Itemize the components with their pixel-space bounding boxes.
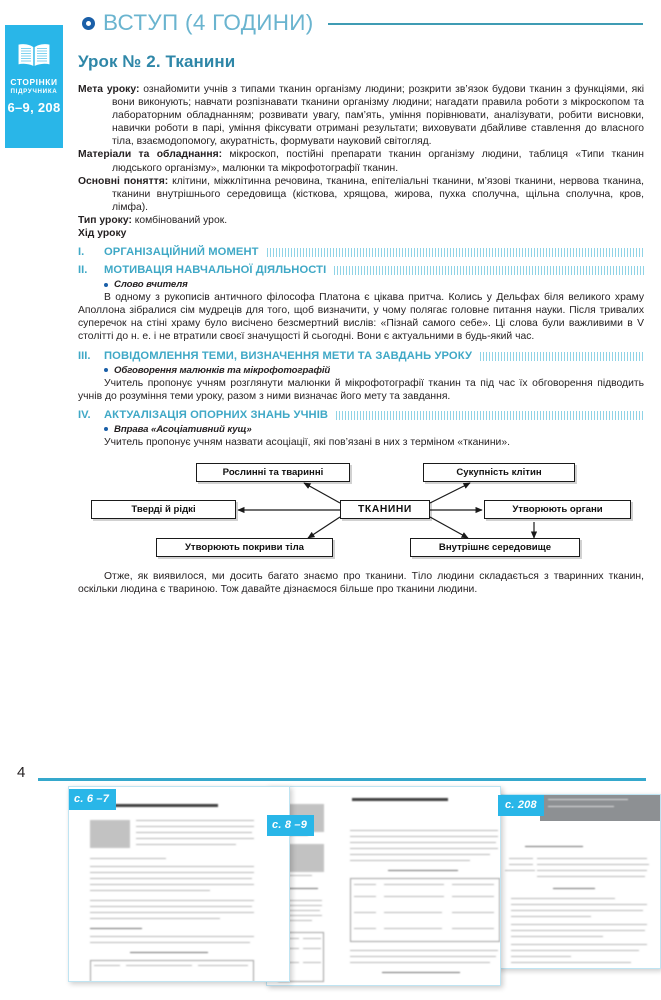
subheading-label: Вправа «Асоціативний кущ» (114, 423, 252, 435)
meta-row-type (78, 214, 644, 227)
ring-bullet-icon (104, 368, 108, 372)
section-dots-3 (480, 352, 644, 361)
thumbnail-208-content (503, 800, 655, 963)
meta-row-goal (78, 83, 644, 148)
meta-row-materials (78, 148, 644, 174)
diagram-node-bottom-right (410, 538, 580, 557)
badge-line-2: ПІДРУЧНИКА (10, 88, 58, 95)
page-header (82, 6, 643, 40)
paragraph-closing: Отже, як виявилося, ми досить багато знаємо про тканини. Тіло людини складається з тваринних тканин, оскільки людина є твариною. Тож давайте дізнаємося більше про тканини людини. (78, 570, 644, 595)
badge-line-3: 6–9, 208 (7, 100, 61, 115)
paragraph-discussion: Учитель пропонує учням розглянути малюнки й мікрофотографії тканин та під час їх обговорення підводить учнів до розуміння теми уроку, разом з ними визначає його мету та завдання. (78, 377, 644, 402)
section-dots-2 (334, 266, 644, 275)
diagram-node-top-right (423, 463, 575, 482)
meta-label-concepts: Основні поняття: (78, 175, 169, 187)
section-number-1: I. (78, 246, 85, 259)
meta-label-goal: Мета уроку: (78, 84, 140, 95)
thumbnail-page-6-7[interactable] (68, 786, 290, 982)
diagram-center-label: ТКАНИНИ (358, 503, 412, 515)
section-label-2: МОТИВАЦІЯ НАВЧАЛЬНОЇ ДІЯЛЬНОСТІ (104, 264, 327, 277)
meta-text-concepts: клітини, міжклітинна речовина, тканина, епітеліальні тканини, м’язові тканини, нервова тканина, тканини внутрішнього середовища (кісткова, хрящова, жирова, пухка сполучна, щільна сполучна, кров, лімфа). (112, 175, 644, 213)
thumbnail-label-6-7[interactable]: с. 6 –7 (68, 789, 116, 810)
open-book-icon (15, 41, 53, 69)
footer-rule (38, 778, 646, 781)
paragraph-plato: В одному з рукописів античного філософа Платона є цікава притча. Колись у Дельфах біля великого храму Аполлона зібралися сім мудреців для того, щоб визначити, у чому полягає головне питання науки. Після тривалих суперечок на стіні храму було висічено безсмертний вислів: «Пізнай самого себе». Ці слова були важливими в V столітті до н. е. і не втратили своєї значущості й сьогодні. Вони є актуальними в будь-який час. (78, 292, 644, 343)
ring-bullet-icon (104, 283, 108, 287)
subheading-discussion (104, 365, 644, 376)
section-heading-4 (78, 409, 644, 421)
header-rule (328, 23, 643, 25)
section-label-1: ОРГАНІЗАЦІЙНИЙ МОМЕНТ (104, 246, 259, 259)
section-heading-3 (78, 350, 644, 362)
subheading-association-bush (104, 424, 644, 435)
diagram-node-mid-right (484, 500, 631, 519)
subheading-label: Слово вчителя (114, 279, 188, 291)
section-dots-4 (336, 411, 644, 420)
diagram-node-label: Сукупність клітин (456, 466, 542, 478)
thumbnail-page-8-9[interactable] (266, 786, 501, 986)
diagram-node-bottom-left (156, 538, 333, 557)
subheading-teacher-word (104, 279, 644, 290)
diagram-node-label: Внутрішнє середовище (438, 541, 552, 553)
thumbnail-6-7-content (74, 792, 284, 976)
textbook-pages-badge (5, 25, 63, 148)
lesson-content (78, 52, 644, 596)
thumbnail-label-208[interactable]: с. 208 (498, 795, 544, 816)
diagram-node-center (340, 500, 430, 519)
ring-icon (82, 17, 95, 30)
meta-label-materials: Матеріали та обладнання: (78, 149, 223, 161)
lesson-meta (78, 83, 644, 240)
diagram-node-top-left (196, 463, 350, 482)
page-title: ВСТУП (4 ГОДИНИ) (103, 10, 314, 35)
section-number-3: III. (78, 349, 91, 362)
paragraph-association: Учитель пропонує учням назвати асоціації, які пов’язані в них з терміном «тканини». (104, 436, 510, 448)
diagram-node-label: Утворюють органи (512, 503, 603, 515)
subheading-label: Обговорення малюнків та мікрофотографій (114, 364, 331, 376)
diagram-node-label: Тверді й рідкі (131, 503, 196, 515)
meta-label-type: Тип уроку: (78, 214, 132, 226)
meta-text-goal: ознайомити учнів з типами тканин організму людини; розкрити зв’язок будови тканин з функціями, які вони виконують; навчати розпізнавати тканини організму людини; нагадати правила роботи з мікроскопом та лабораторним обладнанням; розвивати увагу, пам’ять, уміння порівнювати, аналізувати, робити висновки, навички роботи в парі, уміння фіксувати отримані результати; виховувати дбайливе ставлення до власного тіла, взаємодопомогу, акуратність, формувати науковий світогляд. (112, 84, 644, 148)
section-dots-1 (267, 248, 644, 257)
page-number: 4 (17, 764, 26, 781)
meta-row-concepts (78, 175, 644, 214)
diagram-node-mid-left (91, 500, 236, 519)
badge-line-1: СТОРІНКИ (10, 77, 58, 87)
thumbnail-page-208[interactable] (497, 794, 661, 969)
association-bush-diagram (78, 460, 644, 558)
section-number-4: IV. (78, 408, 91, 421)
meta-text-type: комбінований урок. (131, 214, 228, 226)
section-label-3: ПОВІДОМЛЕННЯ ТЕМИ, ВИЗНАЧЕННЯ МЕТИ ТА ЗАВДАНЬ УРОКУ (104, 349, 472, 362)
section-heading-1 (78, 246, 644, 258)
section-number-2: II. (78, 264, 88, 277)
page-thumbnails (0, 786, 661, 1000)
section-heading-2 (78, 264, 644, 276)
diagram-node-label: Утворюють покриви тіла (184, 541, 305, 553)
lesson-flow-label: Хід уроку (78, 228, 127, 240)
diagram-node-label: Рослинні та тваринні (222, 466, 324, 478)
ring-bullet-icon (104, 427, 108, 431)
thumbnail-label-8-9[interactable]: с. 8 –9 (266, 815, 314, 836)
lesson-title: Урок № 2. Тканини (78, 52, 236, 71)
meta-text-materials: мікроскоп, постійні препарати тканин організму людини, таблиця «Типи тканин людського організму», малюнки та мікрофотографії тканин. (112, 149, 644, 174)
section-label-4: АКТУАЛІЗАЦІЯ ОПОРНИХ ЗНАНЬ УЧНІВ (104, 408, 329, 421)
